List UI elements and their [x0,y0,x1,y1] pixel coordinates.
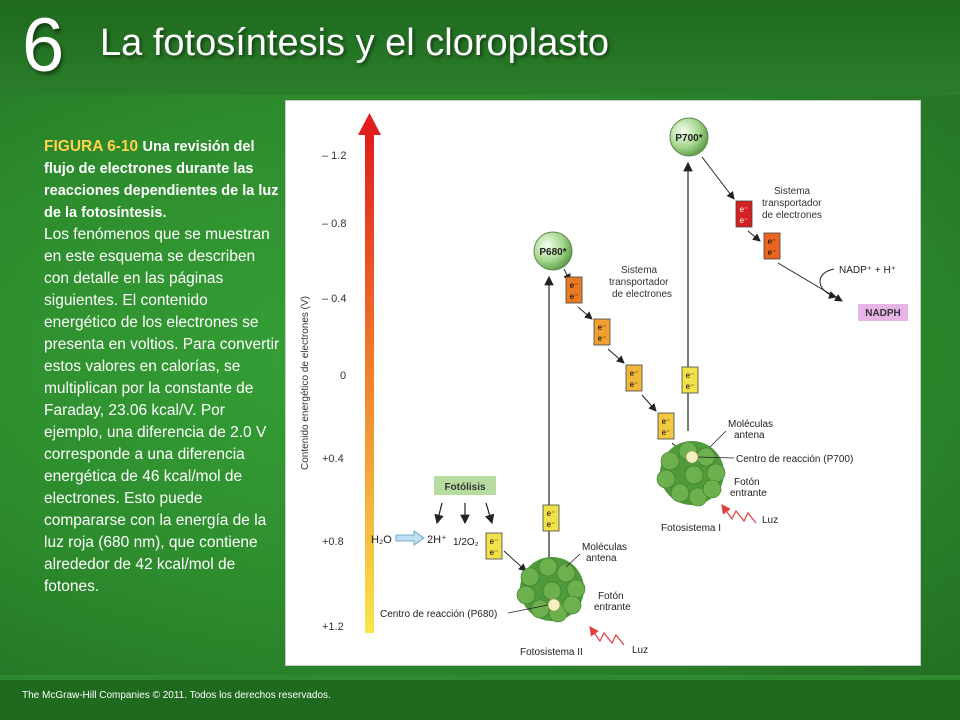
o2-label: 1/2O₂ [453,537,479,548]
svg-text:e⁻: e⁻ [597,323,607,332]
centro-p680-label: Centro de reacción (P680) [380,609,498,620]
centro-p700-label: Centro de reacción (P700) [736,454,854,465]
electron-box [594,319,610,345]
electron-box [543,505,559,531]
footer-bar [0,680,960,720]
p680-label: P680* [539,247,567,258]
tick-label: +0.8 [322,536,344,548]
svg-text:e⁻: e⁻ [597,334,607,343]
reaction-center-p700 [686,451,698,463]
luz-label-1: Luz [762,515,779,526]
chain-arrow [504,551,526,571]
svg-text:e⁻: e⁻ [739,216,749,225]
leader-line [710,431,726,447]
chain-arrow [578,307,592,319]
light-arrow-1 [722,505,756,523]
electron-box [682,367,698,393]
photolysis-arrow [486,503,492,523]
svg-text:e⁻: e⁻ [661,428,671,437]
electron-box [566,277,582,303]
photosystem-2-cluster [517,557,585,622]
svg-text:e⁻: e⁻ [685,382,695,391]
svg-text:e⁻: e⁻ [489,548,499,557]
fotosistema-1-label: Fotosistema I [661,523,722,534]
figure-description: Los fenómenos que se muestran en este esquema se describen con detalle en las páginas siguientes. El contenido energético de los electrones se presenta en voltios. Para convertir estos valores en calorías, se multiplican por la constante de Faraday, 23.06 kcal/V. Por ejemplo, una diferencia de 2.0 V corresponde a una diferencia energética de 46 kcal/mol de electrones. Esto puede compararse con la energía de la luz roja (680 nm), que contiene alrededor de 42 kcal/mol de fotones. [44,226,280,595]
tick-label: +0.4 [322,453,344,465]
foton-label-1: Fotón entrante [730,477,767,499]
light-arrow-2 [590,627,624,645]
header-bar [0,0,960,95]
tick-label: – 1.2 [322,150,347,162]
fotolisis-label: Fotólisis [444,482,486,493]
chain-arrow [608,349,624,363]
p700-label: P700* [675,133,703,144]
transport-label: Sistema transportador de electrones [762,186,823,221]
electron-box [486,533,502,559]
chapter-number: 6 [22,3,65,88]
electron-box [736,201,752,227]
antenna-label-2: Moléculas antena [582,542,628,564]
figure-title: Una revisión del flujo de electrones durante las reacciones dependientes de la luz de la fotosíntesis. [44,139,279,221]
h2o-arrow [396,531,424,545]
photosystem-1-cluster [657,441,725,506]
svg-text:e⁻: e⁻ [739,205,749,214]
tick-label: +1.2 [322,621,344,633]
svg-text:e⁻: e⁻ [569,292,579,301]
energy-gradient-bar [365,133,374,633]
fotosistema-2-label: Fotosistema II [520,647,583,658]
figure-caption [44,136,284,598]
svg-text:e⁻: e⁻ [546,520,556,529]
page-title: La fotosíntesis y el cloroplasto [100,22,610,64]
svg-text:e⁻: e⁻ [629,369,639,378]
nadph-label: NADPH [865,308,901,319]
svg-text:e⁻: e⁻ [489,537,499,546]
electron-flow-diagram [285,100,921,666]
h2o-label: H₂O [371,534,392,546]
electron-box [764,233,780,259]
figure-number: FIGURA 6-10 [44,138,139,155]
chain-arrow [702,157,734,199]
electron-box [658,413,674,439]
tick-label: – 0.4 [322,293,347,305]
h-plus-label: 2H⁺ [427,534,447,546]
tick-label: 0 [340,370,347,382]
chain-arrow [642,395,656,411]
svg-text:e⁻: e⁻ [629,380,639,389]
transport-label: Sistema transportador de electrones [609,265,673,300]
svg-text:e⁻: e⁻ [767,237,777,246]
reaction-center-p680 [548,599,560,611]
svg-text:e⁻: e⁻ [685,371,695,380]
nadp-label: NADP⁺ + H⁺ [839,265,896,276]
luz-label-2: Luz [632,645,649,656]
tick-labels [322,150,346,633]
axis-label: Contenido energético de electrones (V) [300,296,311,470]
svg-text:e⁻: e⁻ [767,248,777,257]
svg-text:e⁻: e⁻ [569,281,579,290]
antenna-label-1: Moléculas antena [728,419,774,441]
diagram-svg [286,101,920,665]
copyright-text: The McGraw-Hill Companies © 2011. Todos los derechos reservados. [22,690,331,701]
foton-label-2: Fotón entrante [594,591,631,613]
svg-text:e⁻: e⁻ [546,509,556,518]
photolysis-arrow [437,503,442,523]
energy-arrow-head [358,113,381,135]
electron-box [626,365,642,391]
svg-text:e⁻: e⁻ [661,417,671,426]
tick-label: – 0.8 [322,218,347,230]
chain-arrow [748,231,760,241]
